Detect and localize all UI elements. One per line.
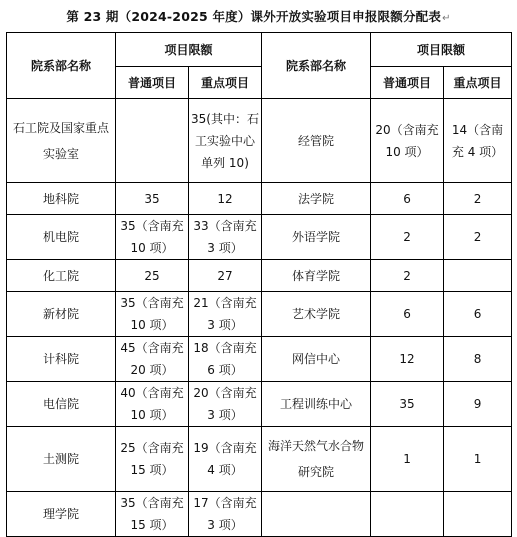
page-title	[0, 7, 517, 25]
dept-name-cell: 机电院	[7, 215, 116, 260]
normal-quota-cell: 35	[371, 382, 444, 427]
normal-quota-cell: 35	[116, 183, 189, 215]
header-quota-left: 项目限额	[116, 33, 262, 67]
normal-quota-cell: 35（含南充 15 项）	[116, 492, 189, 537]
dept-name-cell: 网信中心	[262, 337, 371, 382]
dept-name-cell: 土测院	[7, 427, 116, 492]
normal-quota-cell: 35（含南充 10 项）	[116, 215, 189, 260]
key-quota-cell: 17（含南充 3 项）	[189, 492, 262, 537]
key-quota-cell: 12	[189, 183, 262, 215]
key-quota-cell: 2	[444, 183, 512, 215]
table-row	[7, 99, 512, 183]
key-quota-cell	[444, 260, 512, 292]
header-row-1	[7, 33, 512, 67]
dept-name-cell: 计科院	[7, 337, 116, 382]
normal-quota-cell: 1	[371, 427, 444, 492]
page-title-text: 第 23 期（2024-2025 年度）课外开放实验项目申报限额分配表	[66, 9, 442, 24]
key-quota-cell: 2	[444, 215, 512, 260]
key-quota-cell: 1	[444, 427, 512, 492]
header-dept-right: 院系部名称	[262, 33, 371, 99]
table-row	[7, 492, 512, 537]
table-row	[7, 260, 512, 292]
normal-quota-cell: 25（含南充 15 项）	[116, 427, 189, 492]
key-quota-cell: 9	[444, 382, 512, 427]
quota-table	[6, 32, 512, 537]
key-quota-cell: 27	[189, 260, 262, 292]
dept-name-cell: 理学院	[7, 492, 116, 537]
normal-quota-cell: 2	[371, 260, 444, 292]
normal-quota-cell: 6	[371, 183, 444, 215]
normal-quota-cell	[116, 99, 189, 183]
header-normal-left: 普通项目	[116, 67, 189, 99]
dept-name-cell: 化工院	[7, 260, 116, 292]
normal-quota-cell	[371, 492, 444, 537]
normal-quota-cell: 45（含南充 20 项）	[116, 337, 189, 382]
table-row	[7, 382, 512, 427]
normal-quota-cell: 40（含南充 10 项）	[116, 382, 189, 427]
key-quota-cell: 18（含南充 6 项）	[189, 337, 262, 382]
dept-name-cell: 体育学院	[262, 260, 371, 292]
key-quota-cell: 33（含南充 3 项）	[189, 215, 262, 260]
header-key-right: 重点项目	[444, 67, 512, 99]
dept-name-cell: 外语学院	[262, 215, 371, 260]
dept-name-cell: 法学院	[262, 183, 371, 215]
normal-quota-cell: 25	[116, 260, 189, 292]
header-quota-right: 项目限额	[371, 33, 512, 67]
header-dept-left: 院系部名称	[7, 33, 116, 99]
paragraph-mark: ↵	[442, 13, 451, 24]
dept-name-cell	[262, 492, 371, 537]
dept-name-cell: 经管院	[262, 99, 371, 183]
dept-name-cell: 新材院	[7, 292, 116, 337]
normal-quota-cell: 2	[371, 215, 444, 260]
key-quota-cell: 35(其中：石工实验中心单列 10)	[189, 99, 262, 183]
normal-quota-cell: 6	[371, 292, 444, 337]
key-quota-cell: 8	[444, 337, 512, 382]
normal-quota-cell: 35（含南充 10 项）	[116, 292, 189, 337]
table-row	[7, 292, 512, 337]
normal-quota-cell: 12	[371, 337, 444, 382]
dept-name-cell: 工程训练中心	[262, 382, 371, 427]
dept-name-cell: 海洋天然气水合物研究院	[262, 427, 371, 492]
dept-name-cell: 地科院	[7, 183, 116, 215]
key-quota-cell: 21（含南充 3 项）	[189, 292, 262, 337]
key-quota-cell: 14（含南充 4 项）	[444, 99, 512, 183]
dept-name-cell: 艺术学院	[262, 292, 371, 337]
table-row	[7, 183, 512, 215]
dept-name-cell: 石工院及国家重点实验室	[7, 99, 116, 183]
key-quota-cell	[444, 492, 512, 537]
normal-quota-cell: 20（含南充 10 项）	[371, 99, 444, 183]
table-row	[7, 215, 512, 260]
key-quota-cell: 20（含南充 3 项）	[189, 382, 262, 427]
key-quota-cell: 6	[444, 292, 512, 337]
table-row	[7, 427, 512, 492]
table-row	[7, 337, 512, 382]
header-normal-right: 普通项目	[371, 67, 444, 99]
dept-name-cell: 电信院	[7, 382, 116, 427]
header-key-left: 重点项目	[189, 67, 262, 99]
key-quota-cell: 19（含南充 4 项）	[189, 427, 262, 492]
